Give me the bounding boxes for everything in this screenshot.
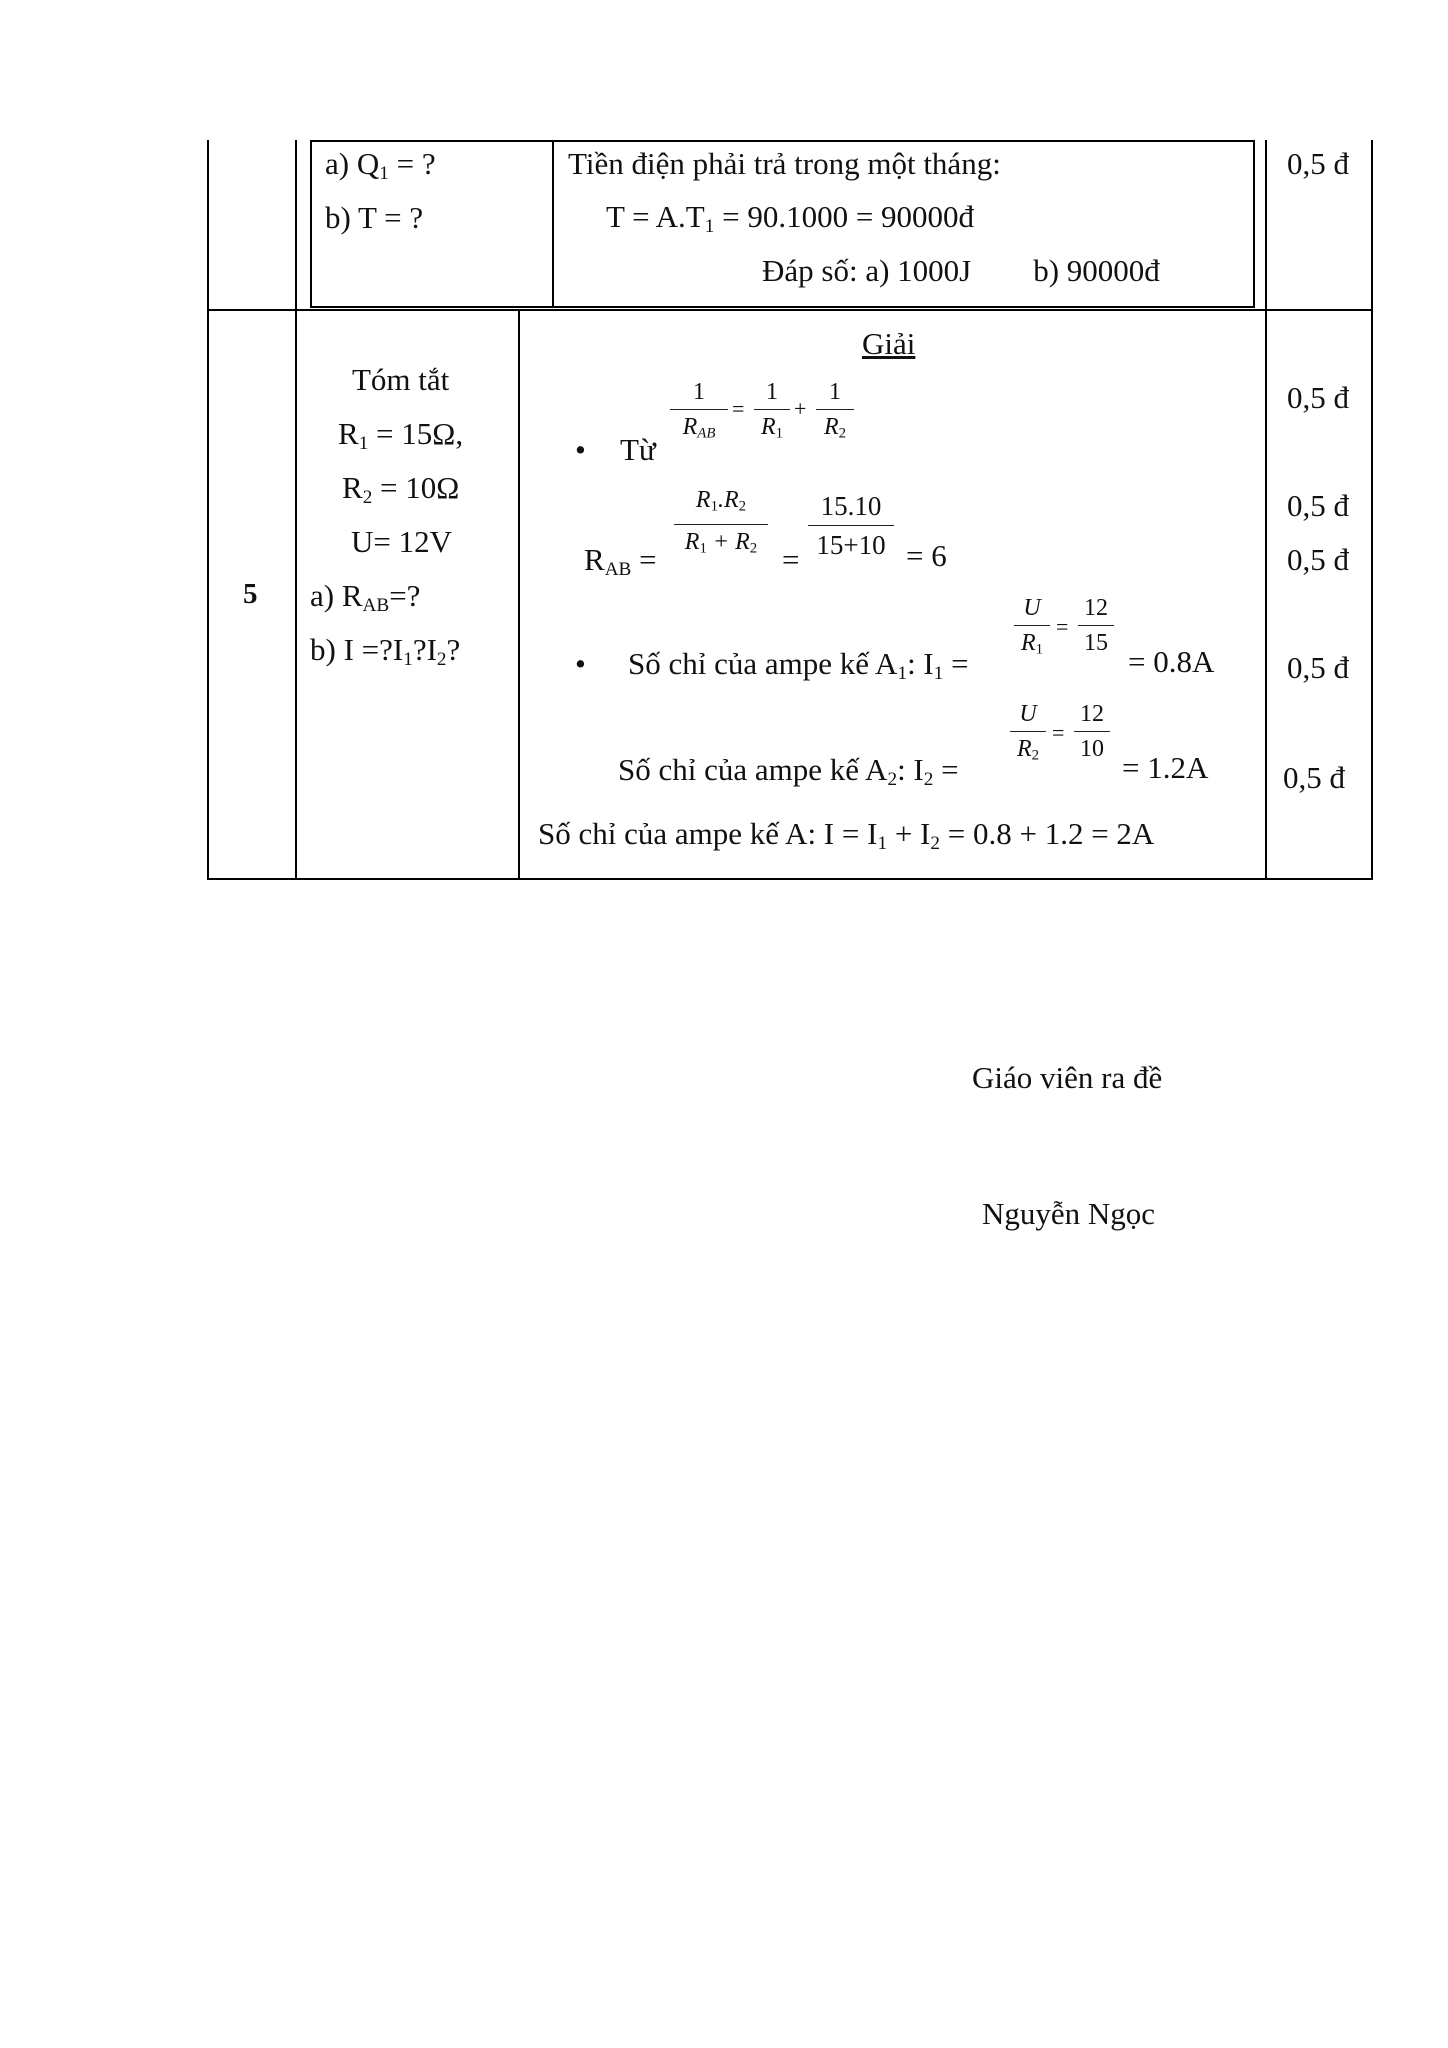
equals-sign: = [732, 396, 745, 421]
frac-12-over-15: 12 15 [1078, 594, 1114, 657]
rab-result: = 6 [906, 538, 947, 573]
col-divider-1 [295, 140, 297, 880]
plus-sign: + [794, 396, 807, 421]
rab-label: $R_{AB}$ = [584, 542, 657, 580]
table-border-left [207, 140, 209, 880]
row4-box-right [1253, 140, 1255, 308]
row4-solution-line1: Tiền điện phải trả trong một tháng: [568, 146, 1001, 181]
col-divider-4 [1265, 140, 1267, 880]
equals-sign-4: = [1052, 720, 1065, 745]
solution-heading: Giải [862, 326, 916, 361]
signature-name: Nguyễn Ngọc [982, 1196, 1156, 1231]
frac-u-over-r2: U $R_2$ [1010, 700, 1046, 770]
a2-result: = 1.2A [1122, 750, 1209, 785]
a-total-text: Số chỉ của ampe kế A: $I = I_1 + I_2 = 0.8 + 1.2 = 2A$ [538, 816, 1155, 854]
row4-box-left [310, 140, 312, 308]
score-2: 0,5 đ [1287, 488, 1349, 523]
row5-col-divider [518, 309, 520, 880]
equals-sign-2: = [782, 542, 800, 577]
row4-answer: Đáp số: a) 1000J b) 90000đ [762, 253, 1160, 288]
bullet-2: • [575, 646, 586, 681]
frac-r1r2-over-sum: $R_1.R_2$ $R_1 + R_2$ [674, 486, 768, 562]
frac-u-over-r1: U $R_1$ [1014, 594, 1050, 664]
summary-question-b: b) $I =?I_1?I_2$? [310, 632, 461, 670]
summary-u: U= 12V [351, 524, 453, 559]
tu-label: Từ [620, 432, 656, 467]
score-5: 0,5 đ [1283, 760, 1345, 795]
a1-result: = 0.8A [1128, 644, 1215, 679]
row4-col-divider [552, 140, 554, 308]
table-border-bottom [207, 878, 1373, 880]
score-4: 0,5 đ [1287, 650, 1349, 685]
table-border-right [1371, 140, 1373, 880]
row4-score: 0,5 đ [1287, 146, 1349, 181]
a1-text: Số chỉ của ampe kế $A_1$: $I_1$ = [628, 646, 969, 684]
equals-sign-3: = [1056, 614, 1069, 639]
row4-summary-b: b) T = ? [325, 200, 424, 235]
row4-box-top [310, 140, 1255, 142]
frac-1-over-r1: 1 $R_1$ [754, 378, 790, 448]
row4-summary-a: a) $Q_1$ = ? [325, 146, 436, 184]
a2-text: Số chỉ của ampe kế $A_2$: $I_2$ = [618, 752, 959, 790]
bullet-1: • [575, 432, 586, 467]
frac-numeric: 15.10 15+10 [808, 490, 894, 561]
frac-12-over-10: 12 10 [1074, 700, 1110, 763]
frac-1-over-rab: 1 $R_{AB}$ [670, 378, 728, 448]
question-number: 5 [243, 578, 258, 610]
row-separator [207, 309, 1373, 311]
summary-r1: $R_1 = 15\Omega$, [338, 416, 464, 454]
row4-solution-line2: $T = A.T_1 = 90.1000$ = 90000đ [606, 199, 975, 237]
summary-r2: $R_2 = 10\Omega$ [342, 470, 460, 508]
row4-box-bottom [310, 306, 1255, 308]
score-1: 0,5 đ [1287, 380, 1349, 415]
frac-1-over-r2: 1 $R_2$ [816, 378, 854, 448]
summary-title: Tóm tắt [352, 362, 450, 397]
signature-title: Giáo viên ra đề [972, 1060, 1163, 1095]
score-3: 0,5 đ [1287, 542, 1349, 577]
summary-question-a: a) $R_{AB}=$? [310, 578, 421, 616]
